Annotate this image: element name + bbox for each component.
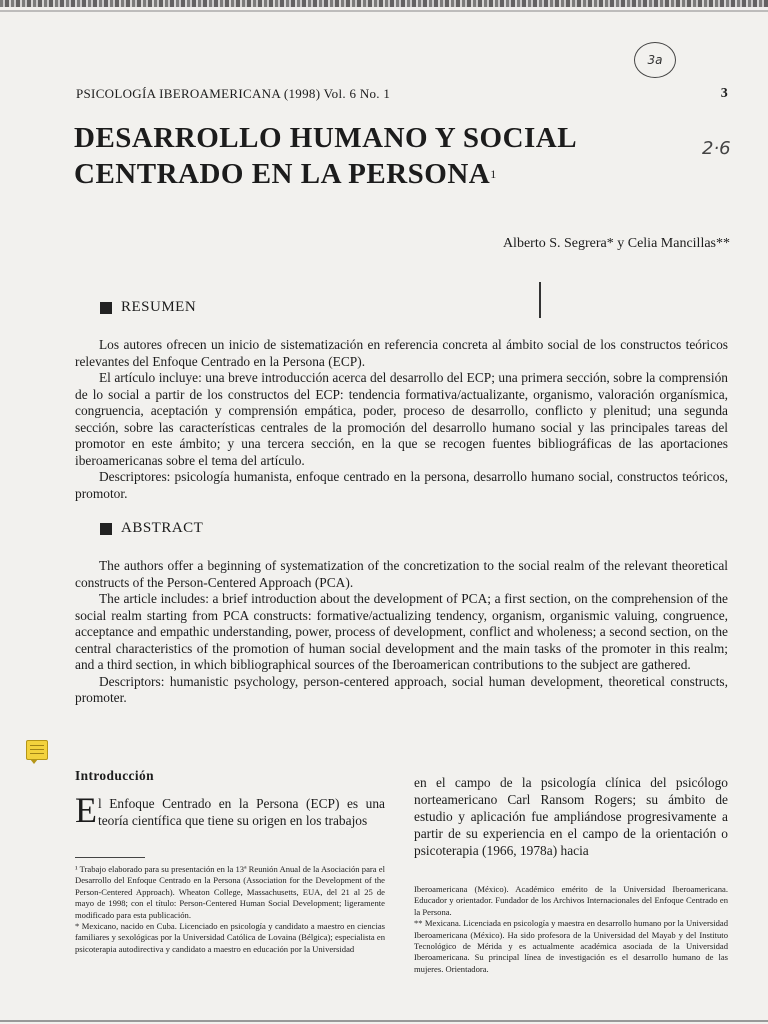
scan-artifact-line bbox=[0, 10, 768, 12]
resumen-descriptors: Descriptores: psicología humanista, enfoque centrado en la persona, desarrollo humano social, constructos teóricos, promotor. bbox=[75, 469, 728, 501]
section-bullet-icon bbox=[100, 523, 112, 535]
resumen-paragraph: Los autores ofrecen un inicio de sistematización en referencia concreta al ámbito social de los constructos teóricos relevantes del Enfoque Centrado en la Persona (ECP). bbox=[75, 337, 728, 369]
title-line-2: CENTRADO EN LA PERSONA bbox=[74, 158, 491, 190]
footnotes-left bbox=[75, 864, 385, 955]
footnotes-right bbox=[414, 884, 728, 975]
footnote: Iberoamericana (México). Académico emérito de la Universidad Iberoamericana. Educador y orientador. Fundador de los Archivos Internacionales del Enfoque Centrado en la Persona. bbox=[414, 884, 728, 917]
abstract-paragraph: The authors offer a beginning of systematization of the concretization to the social realm of the relevant theoretical constructs of the Person-Centered Approach (PCA). bbox=[75, 558, 728, 590]
page-number: 3 bbox=[720, 86, 728, 101]
scan-mark bbox=[539, 282, 541, 318]
journal-citation: PSICOLOGÍA IBEROAMERICANA (1998) Vol. 6 No. 1 bbox=[76, 86, 391, 101]
resumen-heading: RESUMEN bbox=[100, 299, 196, 316]
abstract-heading: ABSTRACT bbox=[100, 520, 203, 537]
drop-cap: E bbox=[75, 790, 97, 830]
footnote: ¹ Trabajo elaborado para su presentación en la 13ª Reunión Anual de la Asociación para el Desarrollo del Enfoque Centrado en la Persona (Association for the Development of the Person-Centered Approach). Wheaton College, Massachusetts, EUA, del 21 al 25 de mayo de 1998; con el título: Person-Centered Human Social Development; ligeramente modificado para esta publicación. bbox=[75, 864, 385, 920]
title-footnote-marker: 1 bbox=[490, 167, 497, 181]
intro-left-text: l Enfoque Centrado en la Persona (ECP) es una teoría científica que tiene su origen en los trabajos bbox=[98, 796, 385, 828]
intro-left-column bbox=[75, 790, 385, 830]
resumen-body bbox=[75, 337, 728, 502]
abstract-paragraph: The article includes: a brief introduction about the development of PCA; a first section, on the comprehension of the social realm starting from PCA constructs: formative/actualizing tendency, organism, organismic valuing, congruence, acceptance and empathic understanding, power, process of development, conflict and wholeness; a second section, on the central characteristics of the promotion of human social development and the main tasks of the promoter in this realm; and a third section, in which bibliographical sources of the Iberoamerican contributions to the subject are gathered. bbox=[75, 591, 728, 672]
section-bullet-icon bbox=[100, 302, 112, 314]
resumen-paragraph: El artículo incluye: una breve introducción acerca del desarrollo del ECP; una primera sección, sobre la comprensión de lo social a partir de los constructos del ECP: tendencia formativa/actualizante, organismo, valoración organísmica, congruencia, aceptación y comprensión empática, poder, proceso de desarrollo, conflicto y plenitud; una segunda sección, sobre las características centrales de la promoción del desarrollo humano social y las principales tareas del promotor en este ámbito; y una tercera sección, en la que se recogen fuentes bibliográficas de las aportaciones iberoamericanas sobre el tema del artículo. bbox=[75, 370, 728, 468]
authors-line: Alberto S. Segrera* y Celia Mancillas** bbox=[502, 236, 730, 251]
footnote-divider bbox=[75, 857, 145, 858]
intro-right-column: en el campo de la psicología clínica del psicólogo norteamericano Carl Ransom Rogers; su ámbito de estudio y aplicación fue ampliándose progresivamente a partir de su experiencia en el campo de la orientación o psicoterapia (1966, 1978a) hacia bbox=[414, 775, 728, 858]
article-title bbox=[74, 120, 674, 192]
sticky-note-icon[interactable] bbox=[26, 740, 48, 760]
footnote: * Mexicano, nacido en Cuba. Licenciado en psicología y candidato a maestro en ciencias familiares y sexológicas por la Universidad Católica de Lovaina (Bélgica); especialista en psicoterapia autodirectiva y candidato a maestro en educación por la Universidad bbox=[75, 921, 385, 954]
intro-heading: Introducción bbox=[75, 768, 154, 783]
abstract-body bbox=[75, 558, 728, 707]
title-line-1: DESARROLLO HUMANO Y SOCIAL bbox=[74, 122, 578, 154]
scan-artifact-bottom bbox=[0, 1020, 768, 1022]
footnote: ** Mexicana. Licenciada en psicología y maestra en desarrollo humano por la Universidad Iberoamericana (México). Ha sido profesora de la Universidad del Mayab y del Instituto Tecnológico de Mérida y es actualmente académica asociada de la Universidad Iberoamericana. Su principal línea de investigación es el desarrollo humano de las mujeres. Orientadora. bbox=[414, 918, 728, 974]
handwritten-margin-note: 2·6 bbox=[702, 138, 731, 159]
abstract-descriptors: Descriptors: humanistic psychology, person-centered approach, social human development, theoretical constructs, promoter. bbox=[75, 673, 728, 705]
scan-artifact-top bbox=[0, 0, 768, 7]
handwritten-circled-note: 3a bbox=[634, 42, 676, 78]
running-header bbox=[76, 86, 728, 106]
